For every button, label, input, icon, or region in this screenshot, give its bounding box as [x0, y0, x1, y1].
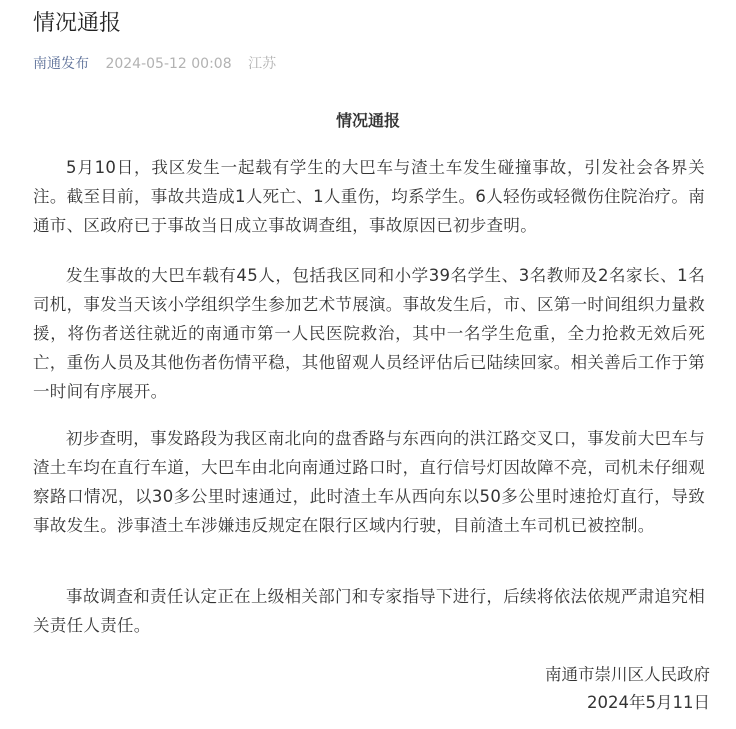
account-name-link[interactable]: 南通发布	[33, 56, 89, 72]
paragraph-2: 发生事故的大巴车载有45人，包括我区同和小学39名学生、3名教师及2名家长、1名司机，事发当天该小学组织学生参加艺术节展演。事故发生后，市、区第一时间组织力量救援，将伤者送往就近的南通市第一人民医院救治，其中一名学生危重，全力抢救无效后死亡，重伤人员及其他伤者伤情平稳，其他留观人员经评估后已陆续回家。相关善后工作于第一时间有序展开。	[33, 266, 705, 401]
article-meta	[33, 53, 276, 75]
paragraph-3: 初步查明，事发路段为我区南北向的盘香路与东西向的洪江路交叉口，事发前大巴车与渣土车均在直行车道，大巴车由北向南通过路口时，直行信号灯因故障不亮，司机未仔细观察路口情况，以30多公里时速通过，此时渣土车从西向东以50多公里时速抢灯直行，导致事故发生。涉事渣土车涉嫌违反规定在限行区域内行驶，目前渣土车司机已被控制。	[33, 429, 705, 535]
notice-heading: 情况通报	[335, 111, 400, 130]
paragraph-1: 5月10日，我区发生一起载有学生的大巴车与渣土车发生碰撞事故，引发社会各界关注。截至目前，事故共造成1人死亡、1人重伤，均系学生。6人轻伤或轻微伤住院治疗。南通市、区政府已于事故当日成立事故调查组，事故原因已初步查明。	[33, 158, 705, 235]
signature-date: 2024年5月11日	[587, 693, 710, 712]
article-title: 情况通报	[33, 11, 122, 36]
publish-region: 江苏	[248, 56, 277, 72]
signature-organization: 南通市崇川区人民政府	[545, 665, 710, 684]
publish-time: 2024-05-12 00:08	[105, 56, 232, 72]
paragraph-4: 事故调查和责任认定正在上级相关部门和专家指导下进行，后续将依法依规严肃追究相关责任人责任。	[33, 587, 705, 635]
